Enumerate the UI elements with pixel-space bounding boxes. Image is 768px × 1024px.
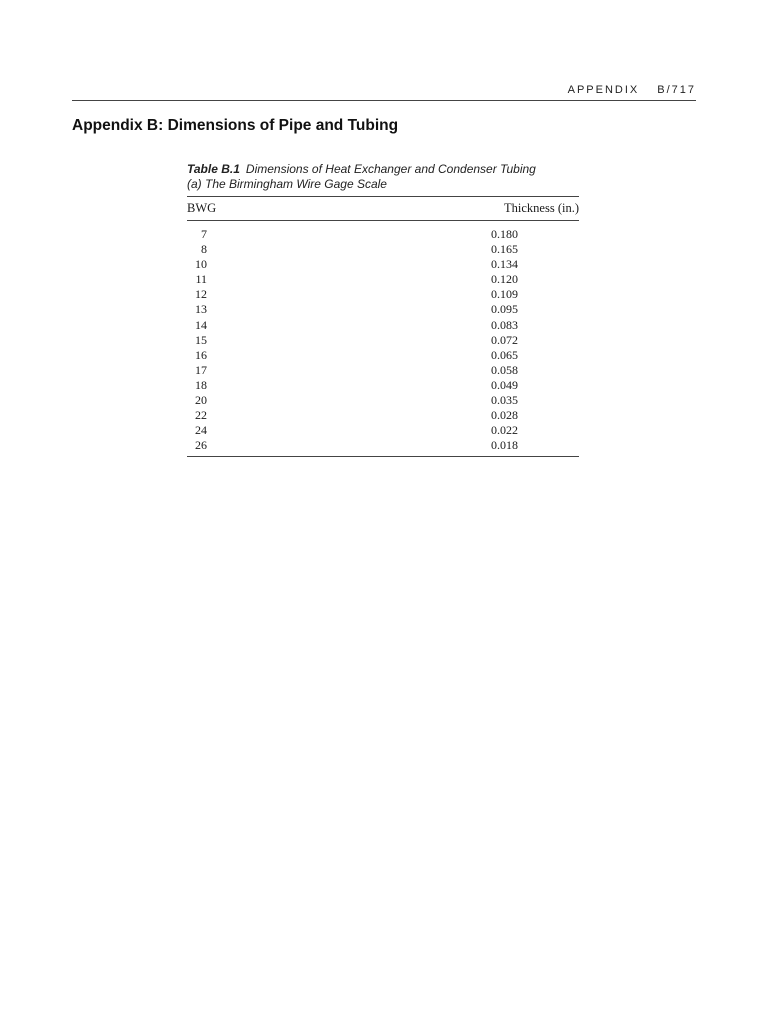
cell-thickness: 0.049 [491, 377, 518, 392]
cell-thickness: 0.022 [491, 423, 518, 438]
table-row [187, 348, 579, 363]
cell-thickness: 0.095 [491, 302, 518, 317]
table-row [187, 302, 579, 317]
cell-bwg: 26 [195, 438, 207, 453]
table-row [187, 333, 579, 348]
cell-thickness: 0.083 [491, 317, 518, 332]
table-row [187, 393, 579, 408]
cell-thickness: 0.035 [491, 393, 518, 408]
table-row [187, 423, 579, 438]
cell-bwg: 7 [201, 227, 207, 241]
column-header-bwg: BWG [187, 201, 217, 215]
cell-bwg: 17 [195, 362, 207, 377]
cell-bwg: 18 [195, 377, 207, 392]
cell-bwg: 24 [195, 423, 207, 438]
cell-thickness: 0.072 [491, 332, 518, 347]
table-row [187, 257, 579, 272]
appendix-title: Appendix B: Dimensions of Pipe and Tubing [72, 117, 399, 134]
table-row [187, 287, 579, 302]
cell-bwg: 15 [195, 332, 207, 347]
cell-bwg: 10 [195, 257, 207, 272]
column-header-thickness: Thickness (in.) [504, 201, 579, 215]
header-rule [72, 100, 696, 101]
cell-bwg: 8 [201, 242, 207, 257]
running-header-page-number: B/717 [657, 84, 696, 96]
cell-thickness: 0.028 [491, 408, 518, 423]
table-bottom-rule [187, 456, 579, 457]
table-row [187, 363, 579, 378]
table-body [187, 227, 579, 453]
cell-bwg: 14 [195, 317, 207, 332]
running-header-section: APPENDIX [567, 84, 640, 96]
cell-thickness: 0.065 [491, 347, 518, 362]
cell-bwg: 22 [195, 408, 207, 423]
table-caption [187, 162, 579, 192]
table-caption-line-1 [187, 162, 579, 177]
cell-thickness: 0.120 [491, 272, 518, 287]
table-caption-title: Dimensions of Heat Exchanger and Condenser Tubing [245, 162, 536, 176]
table-header-row [187, 197, 579, 220]
cell-bwg: 20 [195, 393, 207, 408]
table-header-rule [187, 220, 579, 221]
table-row [187, 408, 579, 423]
cell-bwg: 13 [195, 302, 207, 317]
table-row [187, 272, 579, 287]
cell-bwg: 16 [195, 347, 207, 362]
cell-thickness: 0.165 [491, 242, 518, 257]
table-caption-line-2: (a) The Birmingham Wire Gage Scale [187, 177, 387, 191]
table-row [187, 438, 579, 453]
table-row [187, 378, 579, 393]
table-row [187, 227, 579, 242]
cell-thickness: 0.180 [491, 227, 518, 241]
table-row [187, 242, 579, 257]
cell-bwg: 12 [195, 287, 207, 302]
table-row [187, 318, 579, 333]
cell-thickness: 0.018 [491, 438, 518, 453]
cell-bwg: 11 [195, 272, 207, 287]
table-number: Table B.1 [187, 162, 240, 176]
cell-thickness: 0.058 [491, 362, 518, 377]
cell-thickness: 0.134 [491, 257, 518, 272]
running-header [568, 84, 696, 96]
table-b1 [187, 162, 579, 457]
cell-thickness: 0.109 [491, 287, 518, 302]
